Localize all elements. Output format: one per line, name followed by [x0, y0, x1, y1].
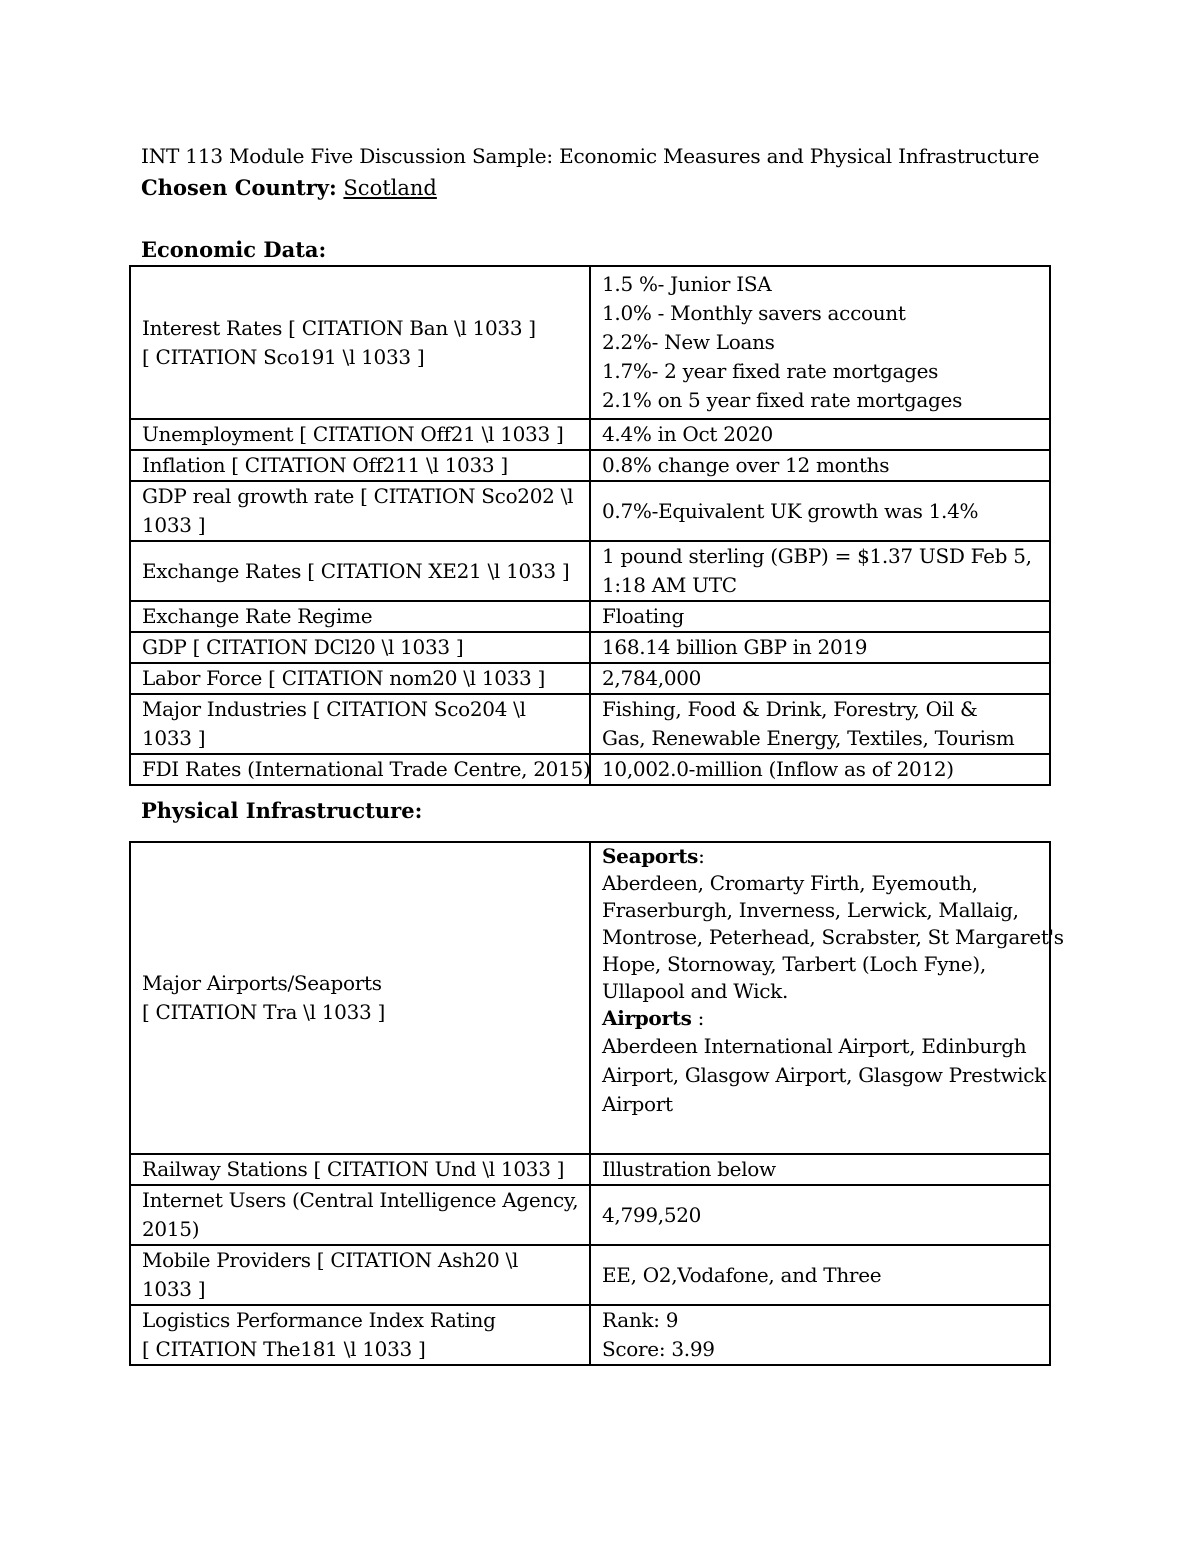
table-row	[130, 1245, 1050, 1305]
airports-line: Airport	[602, 1092, 673, 1116]
table-row	[130, 481, 1050, 541]
row-label-line: Internet Users (Central Intelligence Agency,	[142, 1188, 579, 1212]
row-label-line: FDI Rates (International Trade Centre, 2015)	[142, 757, 591, 781]
table-row	[130, 266, 1050, 419]
row-value-line: Fishing, Food & Drink, Forestry, Oil &	[602, 697, 978, 721]
row-label-line: [ CITATION Sco191 \l 1033 ]	[142, 344, 425, 369]
row-label-line: Inflation [ CITATION Off211 \l 1033 ]	[142, 453, 508, 477]
table-row	[130, 754, 1050, 785]
row-value-line: 0.7%-Equivalent UK growth was 1.4%	[602, 498, 979, 523]
row-label-line: Logistics Performance Index Rating	[142, 1308, 496, 1332]
document-title: INT 113 Module Five Discussion Sample: Economic Measures and Physical Infrastructure	[141, 144, 1040, 168]
row-label-line: 1033 ]	[142, 513, 206, 537]
row-value-line: 1.5 %- Junior ISA	[602, 272, 772, 296]
row-value-cell	[590, 1154, 1050, 1185]
row-value-cell	[590, 266, 1050, 419]
table-row	[130, 1154, 1050, 1185]
airports-line: Airport, Glasgow Airport, Glasgow Prestwick	[602, 1063, 1046, 1087]
seaports-line: Montrose, Peterhead, Scrabster, St Margaret's	[602, 925, 1064, 949]
row-value-line: 1 pound sterling (GBP) = $1.37 USD Feb 5,	[602, 544, 1032, 568]
table-row	[130, 842, 1050, 1154]
row-value-cell	[590, 541, 1050, 601]
row-value-line: Rank: 9	[602, 1308, 679, 1332]
row-value-line: EE, O2,Vodafone, and Three	[602, 1262, 882, 1287]
row-value-line: 1.7%- 2 year fixed rate mortgages	[602, 359, 939, 383]
ports-label-line: [ CITATION Tra \l 1033 ]	[142, 1000, 385, 1024]
row-label-line: Mobile Providers [ CITATION Ash20 \l	[142, 1248, 519, 1272]
row-value-line: 1:18 AM UTC	[602, 573, 737, 597]
row-label-line: GDP [ CITATION DCl20 \l 1033 ]	[142, 635, 464, 659]
row-value-cell	[590, 450, 1050, 481]
row-value-cell	[590, 419, 1050, 450]
row-value-line: 10,002.0-million (Inflow as of 2012)	[602, 757, 954, 781]
row-value-line: Illustration below	[602, 1157, 776, 1181]
row-label-line: Exchange Rate Regime	[142, 604, 373, 628]
row-value-line: 2,784,000	[602, 666, 702, 690]
seaports-label: Seaports	[602, 844, 699, 868]
row-value-cell	[590, 663, 1050, 694]
economic-data-table	[129, 265, 1051, 786]
table-row	[130, 601, 1050, 632]
ports-label-cell	[130, 842, 590, 1154]
row-label-line: Interest Rates [ CITATION Ban \l 1033 ]	[142, 315, 536, 340]
row-value-line: Floating	[602, 604, 684, 628]
row-label-cell	[130, 663, 590, 694]
row-value-line: Score: 3.99	[602, 1337, 715, 1361]
airports-label: Airports	[602, 1006, 692, 1030]
economic-data-heading: Economic Data:	[141, 237, 327, 262]
row-value-cell	[590, 1305, 1050, 1365]
row-value-cell	[590, 601, 1050, 632]
table-row	[130, 694, 1050, 754]
seaports-line: Ullapool and Wick.	[602, 979, 789, 1003]
table-row	[130, 632, 1050, 663]
row-value-cell	[590, 694, 1050, 754]
seaports-line: Hope, Stornoway, Tarbert (Loch Fyne),	[602, 952, 986, 976]
row-label-line: Unemployment [ CITATION Off21 \l 1033 ]	[142, 422, 564, 446]
row-label-cell	[130, 1245, 590, 1305]
row-value-line: 1.0% - Monthly savers account	[602, 301, 906, 325]
row-label-cell	[130, 481, 590, 541]
row-label-line: 1033 ]	[142, 1277, 206, 1301]
row-label-cell	[130, 419, 590, 450]
airports-line: Aberdeen International Airport, Edinburgh	[602, 1034, 1027, 1058]
row-value-line: 168.14 billion GBP in 2019	[602, 635, 868, 659]
row-label-line: GDP real growth rate [ CITATION Sco202 \l	[142, 484, 574, 508]
table-row	[130, 419, 1050, 450]
seaports-suffix: :	[698, 844, 705, 868]
ports-value-cell	[590, 842, 1064, 1154]
row-label-line: 1033 ]	[142, 726, 206, 750]
row-value-line: 2.1% on 5 year fixed rate mortgages	[602, 388, 963, 412]
row-label-cell	[130, 754, 590, 785]
row-label-line: 2015)	[142, 1217, 200, 1241]
row-value-cell	[590, 632, 1050, 663]
table-row	[130, 541, 1050, 601]
row-label-line: Exchange Rates [ CITATION XE21 \l 1033 ]	[142, 558, 570, 583]
row-label-cell	[130, 632, 590, 663]
row-label-cell	[130, 1305, 590, 1365]
row-value-line: 0.8% change over 12 months	[602, 453, 890, 477]
chosen-country-value: Scotland	[343, 176, 437, 200]
row-label-cell	[130, 1154, 590, 1185]
row-label-cell	[130, 1185, 590, 1245]
row-label-cell	[130, 694, 590, 754]
row-label-cell	[130, 450, 590, 481]
row-value-line: 4,799,520	[602, 1202, 702, 1227]
physical-infrastructure-heading: Physical Infrastructure:	[141, 798, 423, 823]
physical-infrastructure-table	[129, 841, 1064, 1366]
airports-suffix: :	[691, 1006, 705, 1030]
row-label-cell	[130, 541, 590, 601]
seaports-line: Fraserburgh, Inverness, Lerwick, Mallaig,	[602, 898, 1019, 922]
row-label-cell	[130, 601, 590, 632]
seaports-line: Aberdeen, Cromarty Firth, Eyemouth,	[602, 871, 978, 895]
table-row	[130, 1185, 1050, 1245]
row-value-line: Gas, Renewable Energy, Textiles, Tourism	[602, 726, 1015, 750]
chosen-country-label: Chosen Country:	[141, 175, 337, 200]
table-row	[130, 1305, 1050, 1365]
chosen-country	[141, 172, 437, 204]
row-label-cell	[130, 266, 590, 419]
row-label-line: [ CITATION The181 \l 1033 ]	[142, 1337, 426, 1361]
row-value-line: 2.2%- New Loans	[602, 330, 775, 354]
row-value-cell	[590, 481, 1050, 541]
table-row	[130, 450, 1050, 481]
table-row	[130, 663, 1050, 694]
row-label-line: Major Industries [ CITATION Sco204 \l	[142, 697, 526, 721]
row-label-line: Railway Stations [ CITATION Und \l 1033 ]	[142, 1157, 565, 1181]
row-value-cell	[590, 754, 1050, 785]
row-label-line: Labor Force [ CITATION nom20 \l 1033 ]	[142, 666, 546, 690]
row-value-line: 4.4% in Oct 2020	[602, 422, 773, 446]
ports-label-line: Major Airports/Seaports	[142, 971, 382, 995]
row-value-cell	[590, 1185, 1050, 1245]
row-value-cell	[590, 1245, 1050, 1305]
